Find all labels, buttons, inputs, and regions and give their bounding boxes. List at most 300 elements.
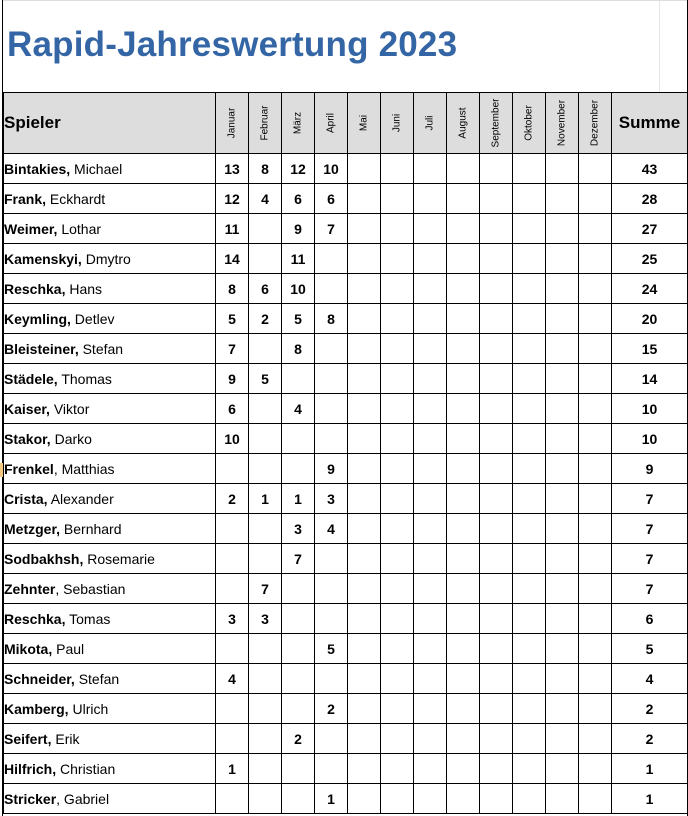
score-cell[interactable] (348, 154, 381, 184)
score-cell[interactable] (480, 454, 513, 484)
score-cell[interactable] (480, 274, 513, 304)
score-cell[interactable] (513, 244, 546, 274)
score-cell[interactable] (480, 184, 513, 214)
score-cell[interactable] (447, 604, 480, 634)
score-cell[interactable] (513, 304, 546, 334)
score-cell[interactable] (546, 544, 579, 574)
score-cell[interactable] (579, 784, 612, 814)
score-cell[interactable] (315, 604, 348, 634)
score-cell[interactable] (447, 334, 480, 364)
score-cell[interactable] (480, 724, 513, 754)
score-cell[interactable] (381, 634, 414, 664)
score-cell[interactable] (447, 244, 480, 274)
score-cell[interactable] (447, 544, 480, 574)
score-cell[interactable]: 3 (282, 514, 315, 544)
score-cell[interactable] (381, 184, 414, 214)
score-cell[interactable] (513, 694, 546, 724)
score-cell[interactable]: 4 (315, 514, 348, 544)
score-cell[interactable] (249, 664, 282, 694)
score-cell[interactable] (414, 214, 447, 244)
score-cell[interactable] (513, 364, 546, 394)
score-cell[interactable] (414, 304, 447, 334)
score-cell[interactable] (447, 424, 480, 454)
score-cell[interactable] (480, 784, 513, 814)
player-cell[interactable] (4, 424, 216, 454)
score-cell[interactable] (414, 604, 447, 634)
score-cell[interactable] (414, 514, 447, 544)
score-cell[interactable] (414, 394, 447, 424)
score-cell[interactable] (249, 694, 282, 724)
score-cell[interactable]: 6 (315, 184, 348, 214)
score-cell[interactable] (249, 784, 282, 814)
score-cell[interactable] (249, 454, 282, 484)
header-player[interactable]: Spieler (4, 93, 216, 154)
score-cell[interactable]: 9 (315, 454, 348, 484)
score-cell[interactable] (315, 274, 348, 304)
score-cell[interactable] (282, 364, 315, 394)
total-cell[interactable]: 7 (612, 484, 688, 514)
score-cell[interactable] (447, 184, 480, 214)
score-cell[interactable]: 7 (216, 334, 249, 364)
score-cell[interactable] (513, 274, 546, 304)
score-cell[interactable] (216, 784, 249, 814)
score-cell[interactable] (546, 244, 579, 274)
total-cell[interactable]: 20 (612, 304, 688, 334)
score-cell[interactable] (249, 634, 282, 664)
score-cell[interactable] (513, 664, 546, 694)
score-cell[interactable]: 2 (216, 484, 249, 514)
score-cell[interactable] (579, 604, 612, 634)
score-cell[interactable] (381, 454, 414, 484)
score-cell[interactable] (546, 274, 579, 304)
score-cell[interactable] (348, 694, 381, 724)
score-cell[interactable]: 7 (282, 544, 315, 574)
total-cell[interactable]: 4 (612, 664, 688, 694)
header-month[interactable] (414, 93, 447, 154)
score-cell[interactable] (546, 784, 579, 814)
score-cell[interactable] (579, 574, 612, 604)
score-cell[interactable] (447, 394, 480, 424)
score-cell[interactable]: 1 (216, 754, 249, 784)
score-cell[interactable] (513, 784, 546, 814)
player-cell[interactable] (4, 394, 216, 424)
score-cell[interactable]: 1 (249, 484, 282, 514)
score-cell[interactable] (546, 184, 579, 214)
total-cell[interactable]: 6 (612, 604, 688, 634)
score-cell[interactable]: 12 (216, 184, 249, 214)
score-cell[interactable] (579, 514, 612, 544)
score-cell[interactable] (546, 634, 579, 664)
header-month[interactable] (282, 93, 315, 154)
score-cell[interactable] (513, 334, 546, 364)
score-cell[interactable]: 12 (282, 154, 315, 184)
score-cell[interactable]: 4 (282, 394, 315, 424)
score-cell[interactable] (348, 424, 381, 454)
score-cell[interactable] (282, 694, 315, 724)
total-cell[interactable]: 10 (612, 424, 688, 454)
score-cell[interactable] (282, 634, 315, 664)
score-cell[interactable] (513, 424, 546, 454)
score-cell[interactable]: 3 (249, 604, 282, 634)
player-cell[interactable] (4, 694, 216, 724)
score-cell[interactable]: 1 (315, 784, 348, 814)
score-cell[interactable] (414, 694, 447, 724)
score-cell[interactable] (315, 364, 348, 394)
player-cell[interactable] (4, 184, 216, 214)
score-cell[interactable] (381, 334, 414, 364)
score-cell[interactable]: 6 (282, 184, 315, 214)
player-cell[interactable] (4, 784, 216, 814)
score-cell[interactable] (315, 664, 348, 694)
score-cell[interactable]: 10 (216, 424, 249, 454)
score-cell[interactable] (414, 784, 447, 814)
score-cell[interactable] (348, 184, 381, 214)
score-cell[interactable] (249, 214, 282, 244)
score-cell[interactable] (414, 664, 447, 694)
score-cell[interactable] (414, 754, 447, 784)
score-cell[interactable] (381, 424, 414, 454)
score-cell[interactable] (480, 694, 513, 724)
score-cell[interactable] (381, 604, 414, 634)
score-cell[interactable] (414, 184, 447, 214)
score-cell[interactable] (348, 364, 381, 394)
score-cell[interactable] (579, 364, 612, 394)
score-cell[interactable] (381, 544, 414, 574)
score-cell[interactable] (249, 244, 282, 274)
score-cell[interactable] (513, 724, 546, 754)
score-cell[interactable] (348, 574, 381, 604)
score-cell[interactable] (282, 574, 315, 604)
score-cell[interactable] (348, 274, 381, 304)
score-cell[interactable] (348, 334, 381, 364)
score-cell[interactable] (546, 724, 579, 754)
score-cell[interactable] (513, 484, 546, 514)
score-cell[interactable] (447, 214, 480, 244)
score-cell[interactable] (282, 424, 315, 454)
score-cell[interactable] (447, 754, 480, 784)
header-month[interactable] (480, 93, 513, 154)
score-cell[interactable] (546, 424, 579, 454)
score-cell[interactable] (348, 784, 381, 814)
player-cell[interactable] (4, 334, 216, 364)
score-cell[interactable] (414, 274, 447, 304)
score-cell[interactable] (348, 394, 381, 424)
score-cell[interactable]: 6 (249, 274, 282, 304)
score-cell[interactable] (381, 154, 414, 184)
score-cell[interactable] (579, 184, 612, 214)
header-month[interactable] (216, 93, 249, 154)
score-cell[interactable] (546, 154, 579, 184)
score-cell[interactable] (381, 694, 414, 724)
score-cell[interactable] (447, 364, 480, 394)
player-cell[interactable] (4, 664, 216, 694)
player-cell[interactable] (4, 454, 216, 484)
score-cell[interactable]: 1 (282, 484, 315, 514)
score-cell[interactable] (348, 754, 381, 784)
score-cell[interactable] (348, 724, 381, 754)
score-cell[interactable] (282, 784, 315, 814)
score-cell[interactable] (480, 604, 513, 634)
player-cell[interactable] (4, 244, 216, 274)
score-cell[interactable] (513, 634, 546, 664)
score-cell[interactable] (216, 514, 249, 544)
score-cell[interactable]: 6 (216, 394, 249, 424)
player-cell[interactable] (4, 574, 216, 604)
score-cell[interactable] (513, 454, 546, 484)
score-cell[interactable] (546, 214, 579, 244)
score-cell[interactable]: 4 (216, 664, 249, 694)
header-total[interactable]: Summe (612, 93, 688, 154)
score-cell[interactable] (348, 514, 381, 544)
score-cell[interactable] (381, 664, 414, 694)
score-cell[interactable] (414, 544, 447, 574)
score-cell[interactable] (579, 484, 612, 514)
header-month[interactable] (579, 93, 612, 154)
score-cell[interactable] (249, 334, 282, 364)
score-cell[interactable]: 8 (249, 154, 282, 184)
score-cell[interactable] (480, 544, 513, 574)
player-cell[interactable] (4, 604, 216, 634)
score-cell[interactable] (480, 664, 513, 694)
score-cell[interactable] (381, 304, 414, 334)
score-cell[interactable] (546, 394, 579, 424)
player-cell[interactable] (4, 634, 216, 664)
score-cell[interactable] (480, 484, 513, 514)
score-cell[interactable]: 8 (315, 304, 348, 334)
score-cell[interactable] (579, 304, 612, 334)
player-cell[interactable] (4, 214, 216, 244)
score-cell[interactable] (315, 424, 348, 454)
score-cell[interactable] (579, 274, 612, 304)
total-cell[interactable]: 24 (612, 274, 688, 304)
score-cell[interactable] (348, 664, 381, 694)
score-cell[interactable] (579, 634, 612, 664)
total-cell[interactable]: 15 (612, 334, 688, 364)
score-cell[interactable]: 7 (249, 574, 282, 604)
player-cell[interactable] (4, 484, 216, 514)
score-cell[interactable] (216, 634, 249, 664)
score-cell[interactable] (480, 304, 513, 334)
score-cell[interactable] (381, 784, 414, 814)
score-cell[interactable] (216, 454, 249, 484)
score-cell[interactable] (282, 754, 315, 784)
score-cell[interactable] (546, 664, 579, 694)
score-cell[interactable] (579, 454, 612, 484)
score-cell[interactable] (348, 544, 381, 574)
score-cell[interactable] (282, 604, 315, 634)
score-cell[interactable] (480, 424, 513, 454)
score-cell[interactable] (414, 634, 447, 664)
score-cell[interactable] (249, 424, 282, 454)
score-cell[interactable] (513, 214, 546, 244)
total-cell[interactable]: 9 (612, 454, 688, 484)
score-cell[interactable] (282, 664, 315, 694)
score-cell[interactable] (381, 364, 414, 394)
score-cell[interactable]: 8 (282, 334, 315, 364)
score-cell[interactable] (249, 544, 282, 574)
total-cell[interactable]: 7 (612, 544, 688, 574)
score-cell[interactable] (513, 184, 546, 214)
score-cell[interactable] (348, 214, 381, 244)
score-cell[interactable] (579, 214, 612, 244)
score-cell[interactable] (315, 394, 348, 424)
score-cell[interactable] (579, 754, 612, 784)
score-cell[interactable] (546, 694, 579, 724)
score-cell[interactable] (447, 514, 480, 544)
header-month[interactable] (447, 93, 480, 154)
score-cell[interactable] (513, 754, 546, 784)
header-month[interactable] (315, 93, 348, 154)
player-cell[interactable] (4, 724, 216, 754)
score-cell[interactable] (414, 454, 447, 484)
score-cell[interactable] (315, 544, 348, 574)
score-cell[interactable] (480, 754, 513, 784)
score-cell[interactable] (381, 724, 414, 754)
score-cell[interactable] (447, 454, 480, 484)
score-cell[interactable] (579, 694, 612, 724)
score-cell[interactable]: 5 (249, 364, 282, 394)
score-cell[interactable] (216, 574, 249, 604)
score-cell[interactable] (447, 724, 480, 754)
score-cell[interactable] (414, 334, 447, 364)
score-cell[interactable]: 14 (216, 244, 249, 274)
score-cell[interactable] (315, 334, 348, 364)
score-cell[interactable] (513, 154, 546, 184)
score-cell[interactable]: 11 (282, 244, 315, 274)
score-cell[interactable] (480, 364, 513, 394)
score-cell[interactable] (249, 724, 282, 754)
score-cell[interactable] (546, 574, 579, 604)
score-cell[interactable] (414, 574, 447, 604)
header-month[interactable] (513, 93, 546, 154)
score-cell[interactable]: 2 (249, 304, 282, 334)
score-cell[interactable] (414, 154, 447, 184)
score-cell[interactable] (546, 454, 579, 484)
score-cell[interactable] (480, 214, 513, 244)
score-cell[interactable] (315, 244, 348, 274)
score-cell[interactable] (579, 154, 612, 184)
total-cell[interactable]: 7 (612, 514, 688, 544)
score-cell[interactable] (579, 244, 612, 274)
score-cell[interactable]: 2 (315, 694, 348, 724)
total-cell[interactable]: 7 (612, 574, 688, 604)
score-cell[interactable]: 9 (282, 214, 315, 244)
score-cell[interactable] (546, 334, 579, 364)
score-cell[interactable] (480, 394, 513, 424)
score-cell[interactable] (315, 574, 348, 604)
score-cell[interactable] (513, 394, 546, 424)
score-cell[interactable] (480, 334, 513, 364)
total-cell[interactable]: 43 (612, 154, 688, 184)
score-cell[interactable] (513, 514, 546, 544)
score-cell[interactable] (546, 304, 579, 334)
score-cell[interactable]: 4 (249, 184, 282, 214)
score-cell[interactable] (216, 544, 249, 574)
score-cell[interactable] (579, 544, 612, 574)
score-cell[interactable] (447, 634, 480, 664)
score-cell[interactable] (414, 724, 447, 754)
score-cell[interactable] (348, 454, 381, 484)
total-cell[interactable]: 5 (612, 634, 688, 664)
score-cell[interactable] (480, 634, 513, 664)
score-cell[interactable] (381, 274, 414, 304)
score-cell[interactable] (348, 484, 381, 514)
score-cell[interactable] (348, 304, 381, 334)
score-cell[interactable] (579, 334, 612, 364)
score-cell[interactable] (249, 394, 282, 424)
score-cell[interactable] (414, 484, 447, 514)
player-cell[interactable] (4, 154, 216, 184)
score-cell[interactable]: 10 (282, 274, 315, 304)
player-cell[interactable] (4, 304, 216, 334)
score-cell[interactable]: 5 (216, 304, 249, 334)
score-cell[interactable] (315, 724, 348, 754)
score-cell[interactable] (480, 244, 513, 274)
score-cell[interactable]: 3 (216, 604, 249, 634)
score-cell[interactable] (381, 244, 414, 274)
score-cell[interactable] (546, 514, 579, 544)
score-cell[interactable]: 10 (315, 154, 348, 184)
score-cell[interactable]: 13 (216, 154, 249, 184)
score-cell[interactable] (579, 394, 612, 424)
score-cell[interactable] (447, 484, 480, 514)
score-cell[interactable] (546, 754, 579, 784)
total-cell[interactable]: 1 (612, 784, 688, 814)
score-cell[interactable] (381, 214, 414, 244)
score-cell[interactable] (282, 454, 315, 484)
player-cell[interactable] (4, 544, 216, 574)
score-cell[interactable] (381, 394, 414, 424)
score-cell[interactable] (447, 574, 480, 604)
score-cell[interactable]: 2 (282, 724, 315, 754)
total-cell[interactable]: 2 (612, 724, 688, 754)
score-cell[interactable] (447, 664, 480, 694)
score-cell[interactable] (546, 364, 579, 394)
player-cell[interactable] (4, 274, 216, 304)
score-cell[interactable] (480, 574, 513, 604)
score-cell[interactable] (249, 514, 282, 544)
score-cell[interactable]: 11 (216, 214, 249, 244)
score-cell[interactable]: 9 (216, 364, 249, 394)
score-cell[interactable] (381, 514, 414, 544)
score-cell[interactable] (447, 304, 480, 334)
total-cell[interactable]: 28 (612, 184, 688, 214)
score-cell[interactable]: 3 (315, 484, 348, 514)
score-cell[interactable] (513, 604, 546, 634)
header-month[interactable] (381, 93, 414, 154)
header-month[interactable] (249, 93, 282, 154)
score-cell[interactable] (414, 244, 447, 274)
total-cell[interactable]: 2 (612, 694, 688, 724)
score-cell[interactable] (447, 784, 480, 814)
score-cell[interactable] (447, 274, 480, 304)
score-cell[interactable] (381, 754, 414, 784)
score-cell[interactable] (381, 484, 414, 514)
score-cell[interactable] (414, 364, 447, 394)
score-cell[interactable] (579, 664, 612, 694)
total-cell[interactable]: 1 (612, 754, 688, 784)
score-cell[interactable] (513, 544, 546, 574)
score-cell[interactable] (348, 244, 381, 274)
score-cell[interactable] (447, 694, 480, 724)
score-cell[interactable] (315, 754, 348, 784)
score-cell[interactable] (348, 604, 381, 634)
score-cell[interactable]: 7 (315, 214, 348, 244)
player-cell[interactable] (4, 364, 216, 394)
score-cell[interactable]: 8 (216, 274, 249, 304)
player-cell[interactable] (4, 754, 216, 784)
score-cell[interactable] (249, 754, 282, 784)
